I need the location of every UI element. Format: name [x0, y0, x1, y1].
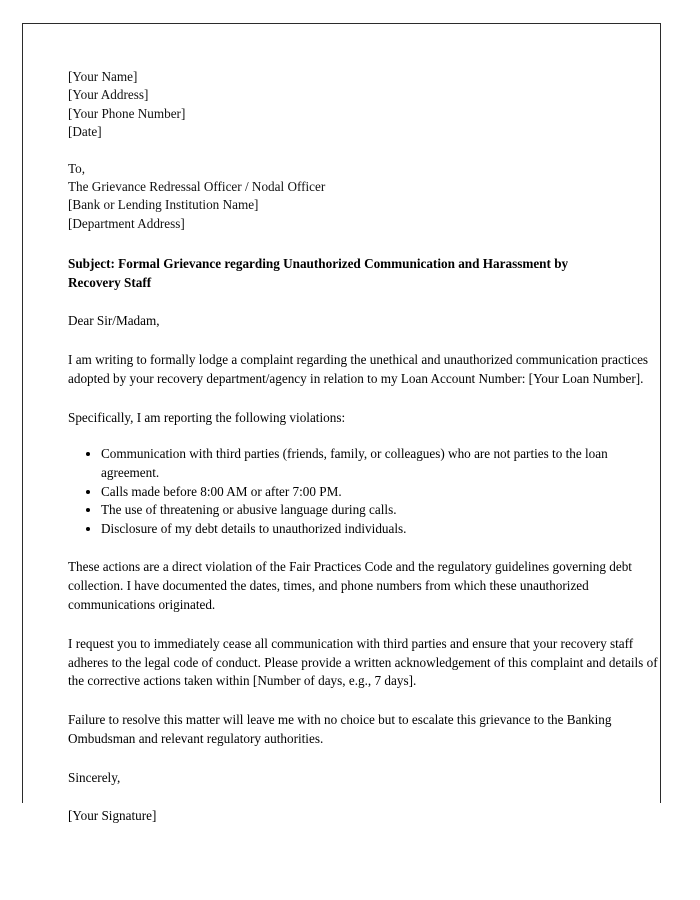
letter-content [68, 68, 658, 826]
sender-address-block [68, 68, 658, 142]
sender-phone-line: [Your Phone Number] [68, 105, 186, 121]
list-item: • Disclosure of my debt details to unauthorized individuals. [101, 520, 658, 539]
closing-line: Sincerely, [68, 769, 121, 785]
spacer [68, 233, 658, 255]
recipient-officer-line: The Grievance Redressal Officer / Nodal Officer [68, 179, 326, 195]
recipient-address-block [68, 160, 658, 234]
spacer [68, 331, 658, 351]
paragraph-request: I request you to immediately cease all communication with third parties and ensure that your recovery staff adheres to the legal code of conduct. Please provide a written acknowledgement of this complaint and details of the corrective actions taken within [Number of days, e.g., 7 days]. [68, 635, 658, 689]
list-item: • The use of threatening or abusive language during calls. [101, 501, 658, 520]
sender-address-line: [Your Address] [68, 87, 149, 103]
paragraph-violations-lead: Specifically, I am reporting the following violations: [68, 409, 346, 425]
paragraph-escalation: Failure to resolve this matter will leave me with no choice but to escalate this grievance to the Banking Ombudsman and relevant regulatory authorities. [68, 712, 612, 746]
recipient-department-line: [Department Address] [68, 215, 185, 231]
spacer [68, 749, 658, 769]
spacer [68, 292, 658, 312]
spacer [68, 427, 658, 445]
recipient-to-line: To, [68, 160, 86, 176]
sender-name-line: [Your Name] [68, 69, 138, 84]
paragraph-intro: I am writing to formally lodge a complaint regarding the unethical and unauthorized communication practices adopted by your recovery department/agency in relation to my Loan Account Number: [Your Loan Number]. [68, 352, 649, 386]
spacer [68, 538, 658, 558]
list-item: • Communication with third parties (friends, family, or colleagues) who are not parties to the loan agreement. [101, 445, 658, 482]
page-frame-border [22, 23, 661, 824]
salutation: Dear Sir/Madam, [68, 313, 160, 329]
paragraph-violation-statement: These actions are a direct violation of the Fair Practices Code and the regulatory guidelines governing debt collection. I have documented the dates, times, and phone numbers from which these unauthorized communications originated. [68, 559, 632, 612]
violations-list [68, 445, 658, 538]
recipient-institution-line: [Bank or Lending Institution Name] [68, 197, 259, 213]
spacer [68, 142, 658, 160]
sender-date-line: [Date] [68, 124, 102, 140]
list-item: • Calls made before 8:00 AM or after 7:00 PM. [101, 483, 658, 502]
spacer [68, 389, 658, 409]
subject-line: Subject: Formal Grievance regarding Unauthorized Communication and Harassment by Recovery Staff [68, 256, 569, 290]
spacer [68, 691, 658, 711]
signature-line: [Your Signature] [68, 808, 157, 824]
spacer [68, 787, 658, 807]
spacer [68, 615, 658, 635]
